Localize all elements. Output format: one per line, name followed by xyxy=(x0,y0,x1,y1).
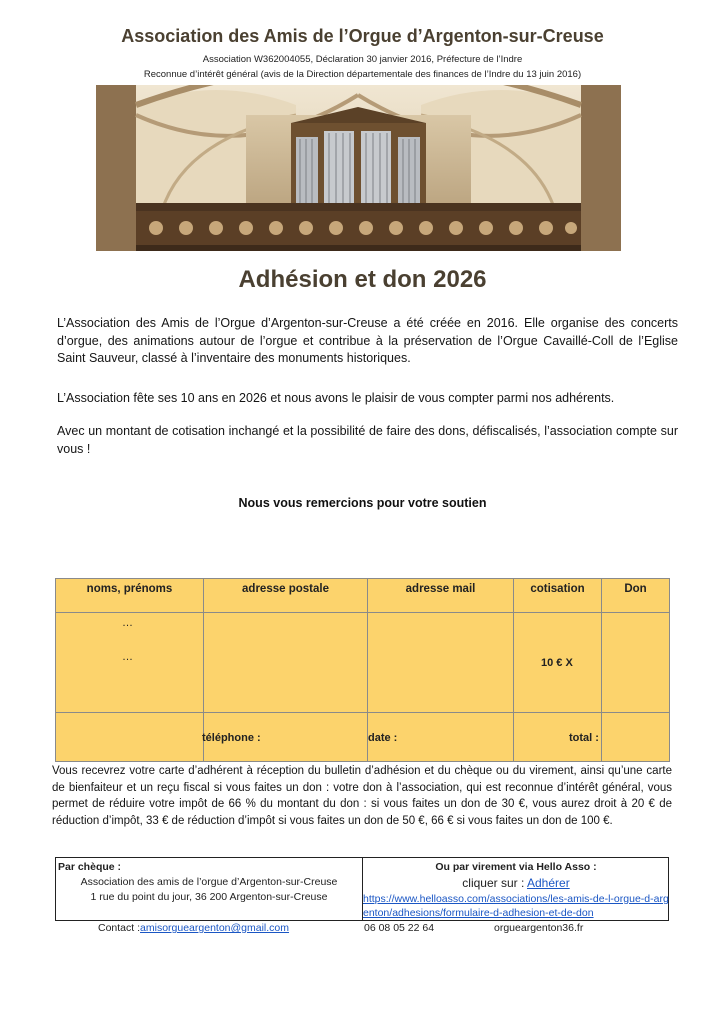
virement-title: Ou par virement via Hello Asso : xyxy=(435,861,597,873)
contact-website: orgueargenton36.fr xyxy=(494,922,584,934)
header-postal-address: adresse postale xyxy=(242,583,329,595)
contact-label: Contact : xyxy=(98,922,141,934)
association-recognition: Reconnue d’intérêt général (avis de la Direction départementale des finances de l’Indre du 13 juin 2016) xyxy=(143,69,582,80)
name-dots-1[interactable]: … xyxy=(122,617,133,629)
header-email: adresse mail xyxy=(405,583,476,595)
header-don: Don xyxy=(624,583,647,595)
helloasso-url-link[interactable]: https://www.helloasso.com/associations/les-amis-de-l-orgue-d-argenton/adhesions/formulaire-d-adhesion-et-de-don xyxy=(363,893,669,919)
name-dots-2[interactable]: … xyxy=(122,651,133,663)
thanks-line: Nous vous remercions pour votre soutien xyxy=(238,496,487,510)
payment-methods-table xyxy=(55,857,669,921)
contact-email-link[interactable]: amisorgueargenton@gmail.com xyxy=(140,922,290,934)
page-heading: Adhésion et don 2026 xyxy=(238,266,487,293)
appeal-paragraph: Avec un montant de cotisation inchangé et la possibilité de faire des dons, défiscalisés, l’association compte sur vous ! xyxy=(57,424,678,456)
organ-photo xyxy=(96,85,621,251)
adherer-link[interactable]: Adhérer xyxy=(527,876,570,890)
cotisation-value: 10 € X xyxy=(541,657,573,669)
anniversary-paragraph: L’Association fête ses 10 ans en 2026 et nous avons le plaisir de vous compter parmi nos adhérents. xyxy=(57,391,615,405)
date-label: date : xyxy=(368,732,398,744)
cheque-payee: Association des amis de l’orgue d’Argenton-sur-Creuse xyxy=(80,876,338,888)
header-cotisation: cotisation xyxy=(530,583,585,595)
telephone-label: téléphone : xyxy=(202,732,261,744)
association-registration: Association W362004055, Déclaration 30 janvier 2016, Préfecture de l’Indre xyxy=(202,54,523,65)
cheque-address: 1 rue du point du jour, 36 200 Argenton-sur-Creuse xyxy=(90,891,328,903)
total-label: total : xyxy=(569,732,599,744)
membership-form-table xyxy=(55,578,670,762)
association-title: Association des Amis de l’Orgue d’Argenton-sur-Creuse xyxy=(121,26,604,46)
intro-paragraph: L’Association des Amis de l’Orgue d’Argenton-sur-Creuse a été créée en 2016. Elle organise des concerts d’orgue, des animations autour de l’orgue et contribue à la préservation de l’Orgue Cavaillé-Coll de l’Eglise Saint Sauveur, classé à l’inventaire des monuments historiques. xyxy=(57,316,678,365)
tax-receipt-text: Vous recevrez votre carte d’adhérent à réception du bulletin d’adhésion et du chèque ou du virement, ainsi qu’une carte de bienfaiteur et un reçu fiscal si vous faites un don : votre don à l’association, qui est reconnue d’intérêt général, vous permet de réduire votre impôt de 66 % du montant du don : si vous faites un don de 30 €, vous aurez droit à 20 € de réduction d’impôt, 33 € de réduction d’impôt si vous faites un don de 50 €, 66 € si vous faites un don de 100 €. xyxy=(52,765,672,827)
contact-line xyxy=(98,922,289,934)
cheque-title: Par chèque : xyxy=(58,861,122,873)
header-names: noms, prénoms xyxy=(86,583,173,595)
click-line xyxy=(364,876,668,890)
contact-phone: 06 08 05 22 64 xyxy=(364,922,435,934)
click-label: cliquer sur : xyxy=(462,876,525,890)
